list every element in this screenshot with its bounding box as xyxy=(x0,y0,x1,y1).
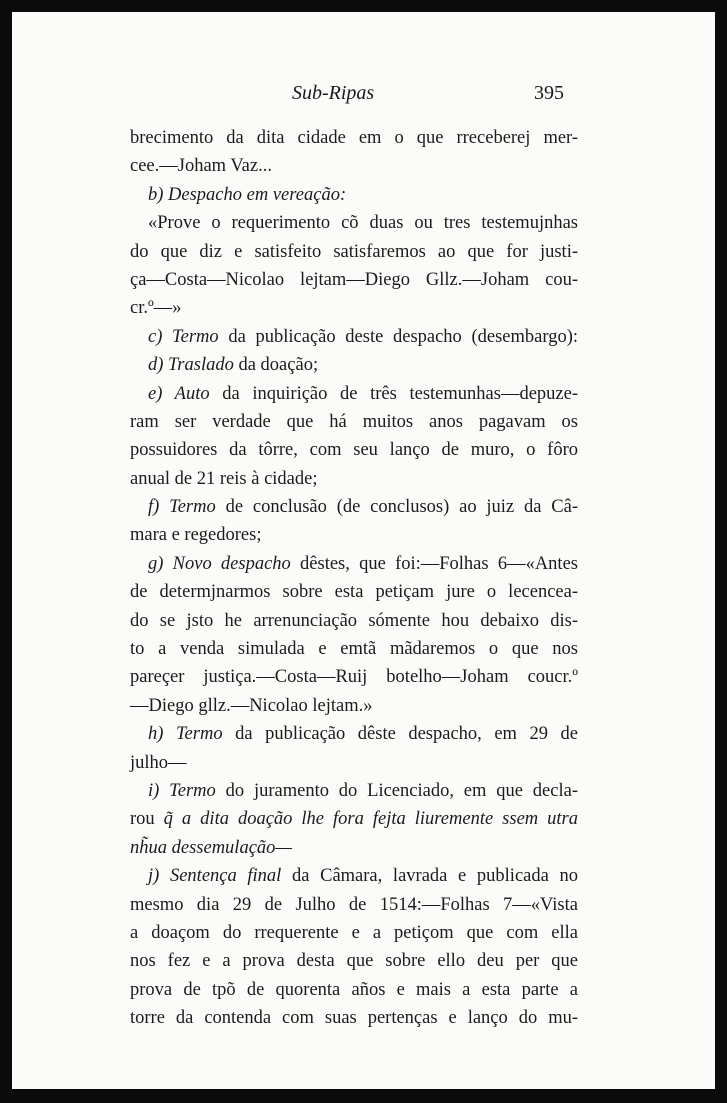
text-line: —Diego gllz.—Nicolao lejtam.» xyxy=(130,695,373,716)
running-header-title: Sub-Ripas xyxy=(292,82,375,104)
text-line: g) Novo despacho dêstes, que foi:—Folhas 6—«Antes xyxy=(148,553,578,574)
body-text xyxy=(130,124,578,1033)
text-line: f) Termo de conclusão (de conclusos) ao juiz da Câ- xyxy=(148,497,578,518)
text-line: ça—Costa—Nicolao lejtam—Diego Gllz.—Joham cou- xyxy=(130,269,578,290)
text-line: nh̃ua dessemulação— xyxy=(130,837,292,858)
text-line: j) Sentença final da Câmara, lavrada e publicada no xyxy=(148,866,578,887)
text-line: julho— xyxy=(130,752,187,773)
text-line: e) Auto da inquirição de três testemunhas—depuze- xyxy=(148,383,578,404)
text-line: nos fez e a prova desta que sobre ello deu per que xyxy=(130,951,578,972)
book-page xyxy=(12,12,715,1089)
text-line: d) Traslado da doação; xyxy=(148,355,319,376)
text-line: mara e regedores; xyxy=(130,525,262,546)
text-line: torre da contenda com suas pertenças e lanço do mu- xyxy=(130,1008,578,1029)
text-line: do se jsto he arrenunciação sómente hou debaixo dis- xyxy=(130,610,578,631)
text-line: pareçer justiça.—Costa—Ruij botelho—Joham coucr.º xyxy=(130,667,578,688)
text-line: «Prove o requerimento cõ duas ou tres testemujnhas xyxy=(148,213,578,234)
text-line: a doaçom do rrequerente e a petiçom que com ella xyxy=(130,922,578,943)
text-line: anual de 21 reis à cidade; xyxy=(130,468,318,489)
text-line: c) Termo da publicação deste despacho (desembargo): xyxy=(148,326,578,347)
text-line: de determjnarmos sobre esta petiçam jure o lecencea- xyxy=(130,582,578,603)
text-line: brecimento da dita cidade em o que rreceberej mer- xyxy=(130,128,578,148)
text-line: b) Despacho em vereação: xyxy=(148,184,347,205)
text-line: mesmo dia 29 de Julho de 1514:—Folhas 7—«Vista xyxy=(130,894,578,915)
text-line: cr.º—» xyxy=(130,298,182,319)
text-line: rou q̃ a dita doação lhe fora fejta liuremente ssem utra xyxy=(130,809,578,830)
text-line: cee.—Joham Vaz... xyxy=(130,156,272,177)
text-line: i) Termo do juramento do Licenciado, em que decla- xyxy=(148,780,578,801)
text-line: ram ser verdade que há muitos anos pagavam os xyxy=(130,411,578,432)
text-line: to a venda simulada e emtã mãdaremos o que nos xyxy=(130,639,578,660)
text-line: do que diz e satisfeito satisfaremos ao que for justi- xyxy=(130,241,578,262)
page-number: 395 xyxy=(534,82,564,104)
text-line: possuidores da tôrre, com seu lanço de muro, o fôro xyxy=(130,440,578,461)
text-line: prova de tpõ de quorenta años e mais a esta parte a xyxy=(130,979,578,1000)
text-line: h) Termo da publicação dêste despacho, em 29 de xyxy=(148,724,578,745)
